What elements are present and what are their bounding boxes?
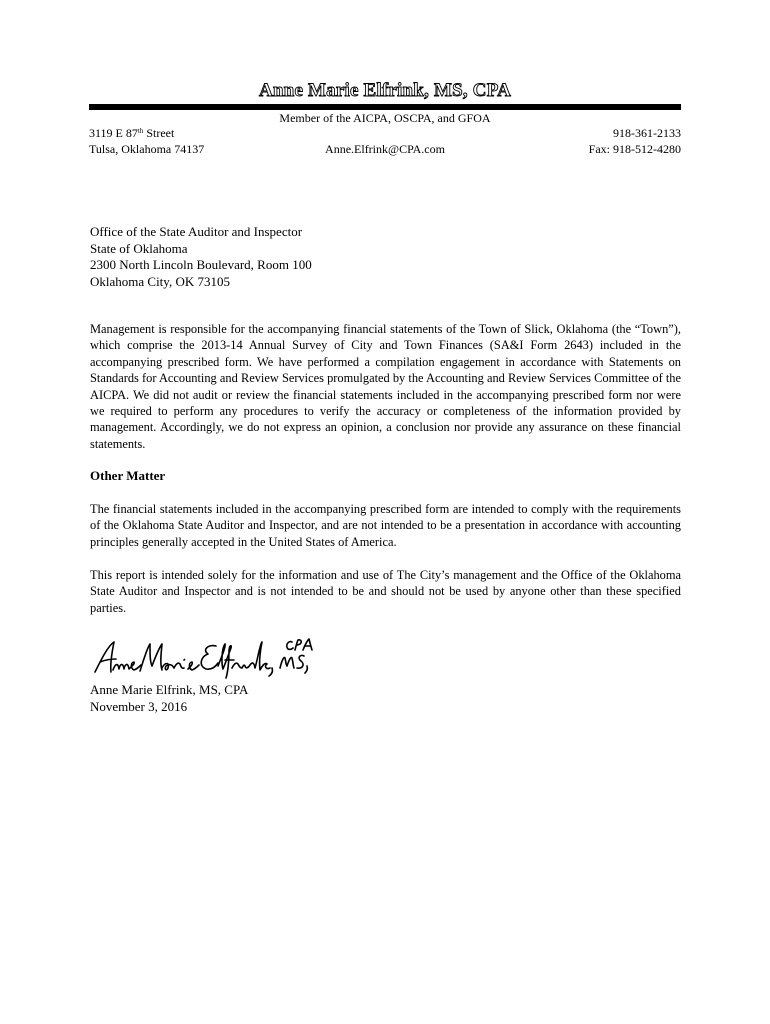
fax-number: Fax: 918-512-4280 [588,142,681,156]
paragraph-intended-use: This report is intended solely for the information and use of The City’s management and the Office of the Oklahoma State Auditor and Inspector and is not intended to be and should not be used by anyone other than these specified parties. [90,568,681,615]
letterhead-membership: Member of the AICPA, OSCPA, and GFOA [279,111,491,125]
recipient-line: 2300 North Lincoln Boulevard, Room 100 [90,257,312,272]
signature-block [90,682,248,715]
letterhead-rule [89,104,681,110]
recipient-line: Office of the State Auditor and Inspector [90,224,303,239]
signer-name: Anne Marie Elfrink, MS, CPA [90,682,249,697]
city-state-zip: Tulsa, Oklahoma 74137 [89,142,205,156]
street-address-ordinal: th [137,127,144,135]
street-address [89,125,174,141]
recipient-line: State of Oklahoma [90,240,188,256]
letterhead-name: Anne Marie Elfrink, MS, CPA [258,80,512,101]
paragraph-management-responsibility: Management is responsible for the accompanying financial statements of the Town of Slick, Oklahoma (the “Town”), which comprise the 2013-14 Annual Survey of City and Town Finances (SA&I Form 2643) included in the accompanying prescribed form. We have performed a compilation engagement in accordance with Statements on Standards for Accounting and Review Services promulgated by the Accounting and Review Services Committee of the AICPA. We did not audit or review the financial statements included in the accompanying prescribed form nor were we required to perform any procedures to verify the accuracy or completeness of the information provided by management. Accordingly, we do not express an opinion, a conclusion nor provide any assurance on these financial statements. [90,322,681,451]
phone-number: 918-361-2133 [613,126,681,140]
recipient-address [90,224,312,290]
heading-other-matter: Other Matter [90,468,166,483]
street-address-number: 3119 E 87 [89,126,138,140]
street-address-suffix: Street [143,126,175,140]
handwritten-signature [92,638,324,682]
email-address: Anne.Elfrink@CPA.com [325,142,445,156]
recipient-line: Oklahoma City, OK 73105 [90,273,230,289]
paragraph-other-matter: The financial statements included in the accompanying prescribed form are intended to comply with the requirements of the Oklahoma State Auditor and Inspector, and are not intended to be a presentation in accordance with accounting principles generally accepted in the United States of America. [90,502,681,549]
signature-date: November 3, 2016 [90,698,188,714]
